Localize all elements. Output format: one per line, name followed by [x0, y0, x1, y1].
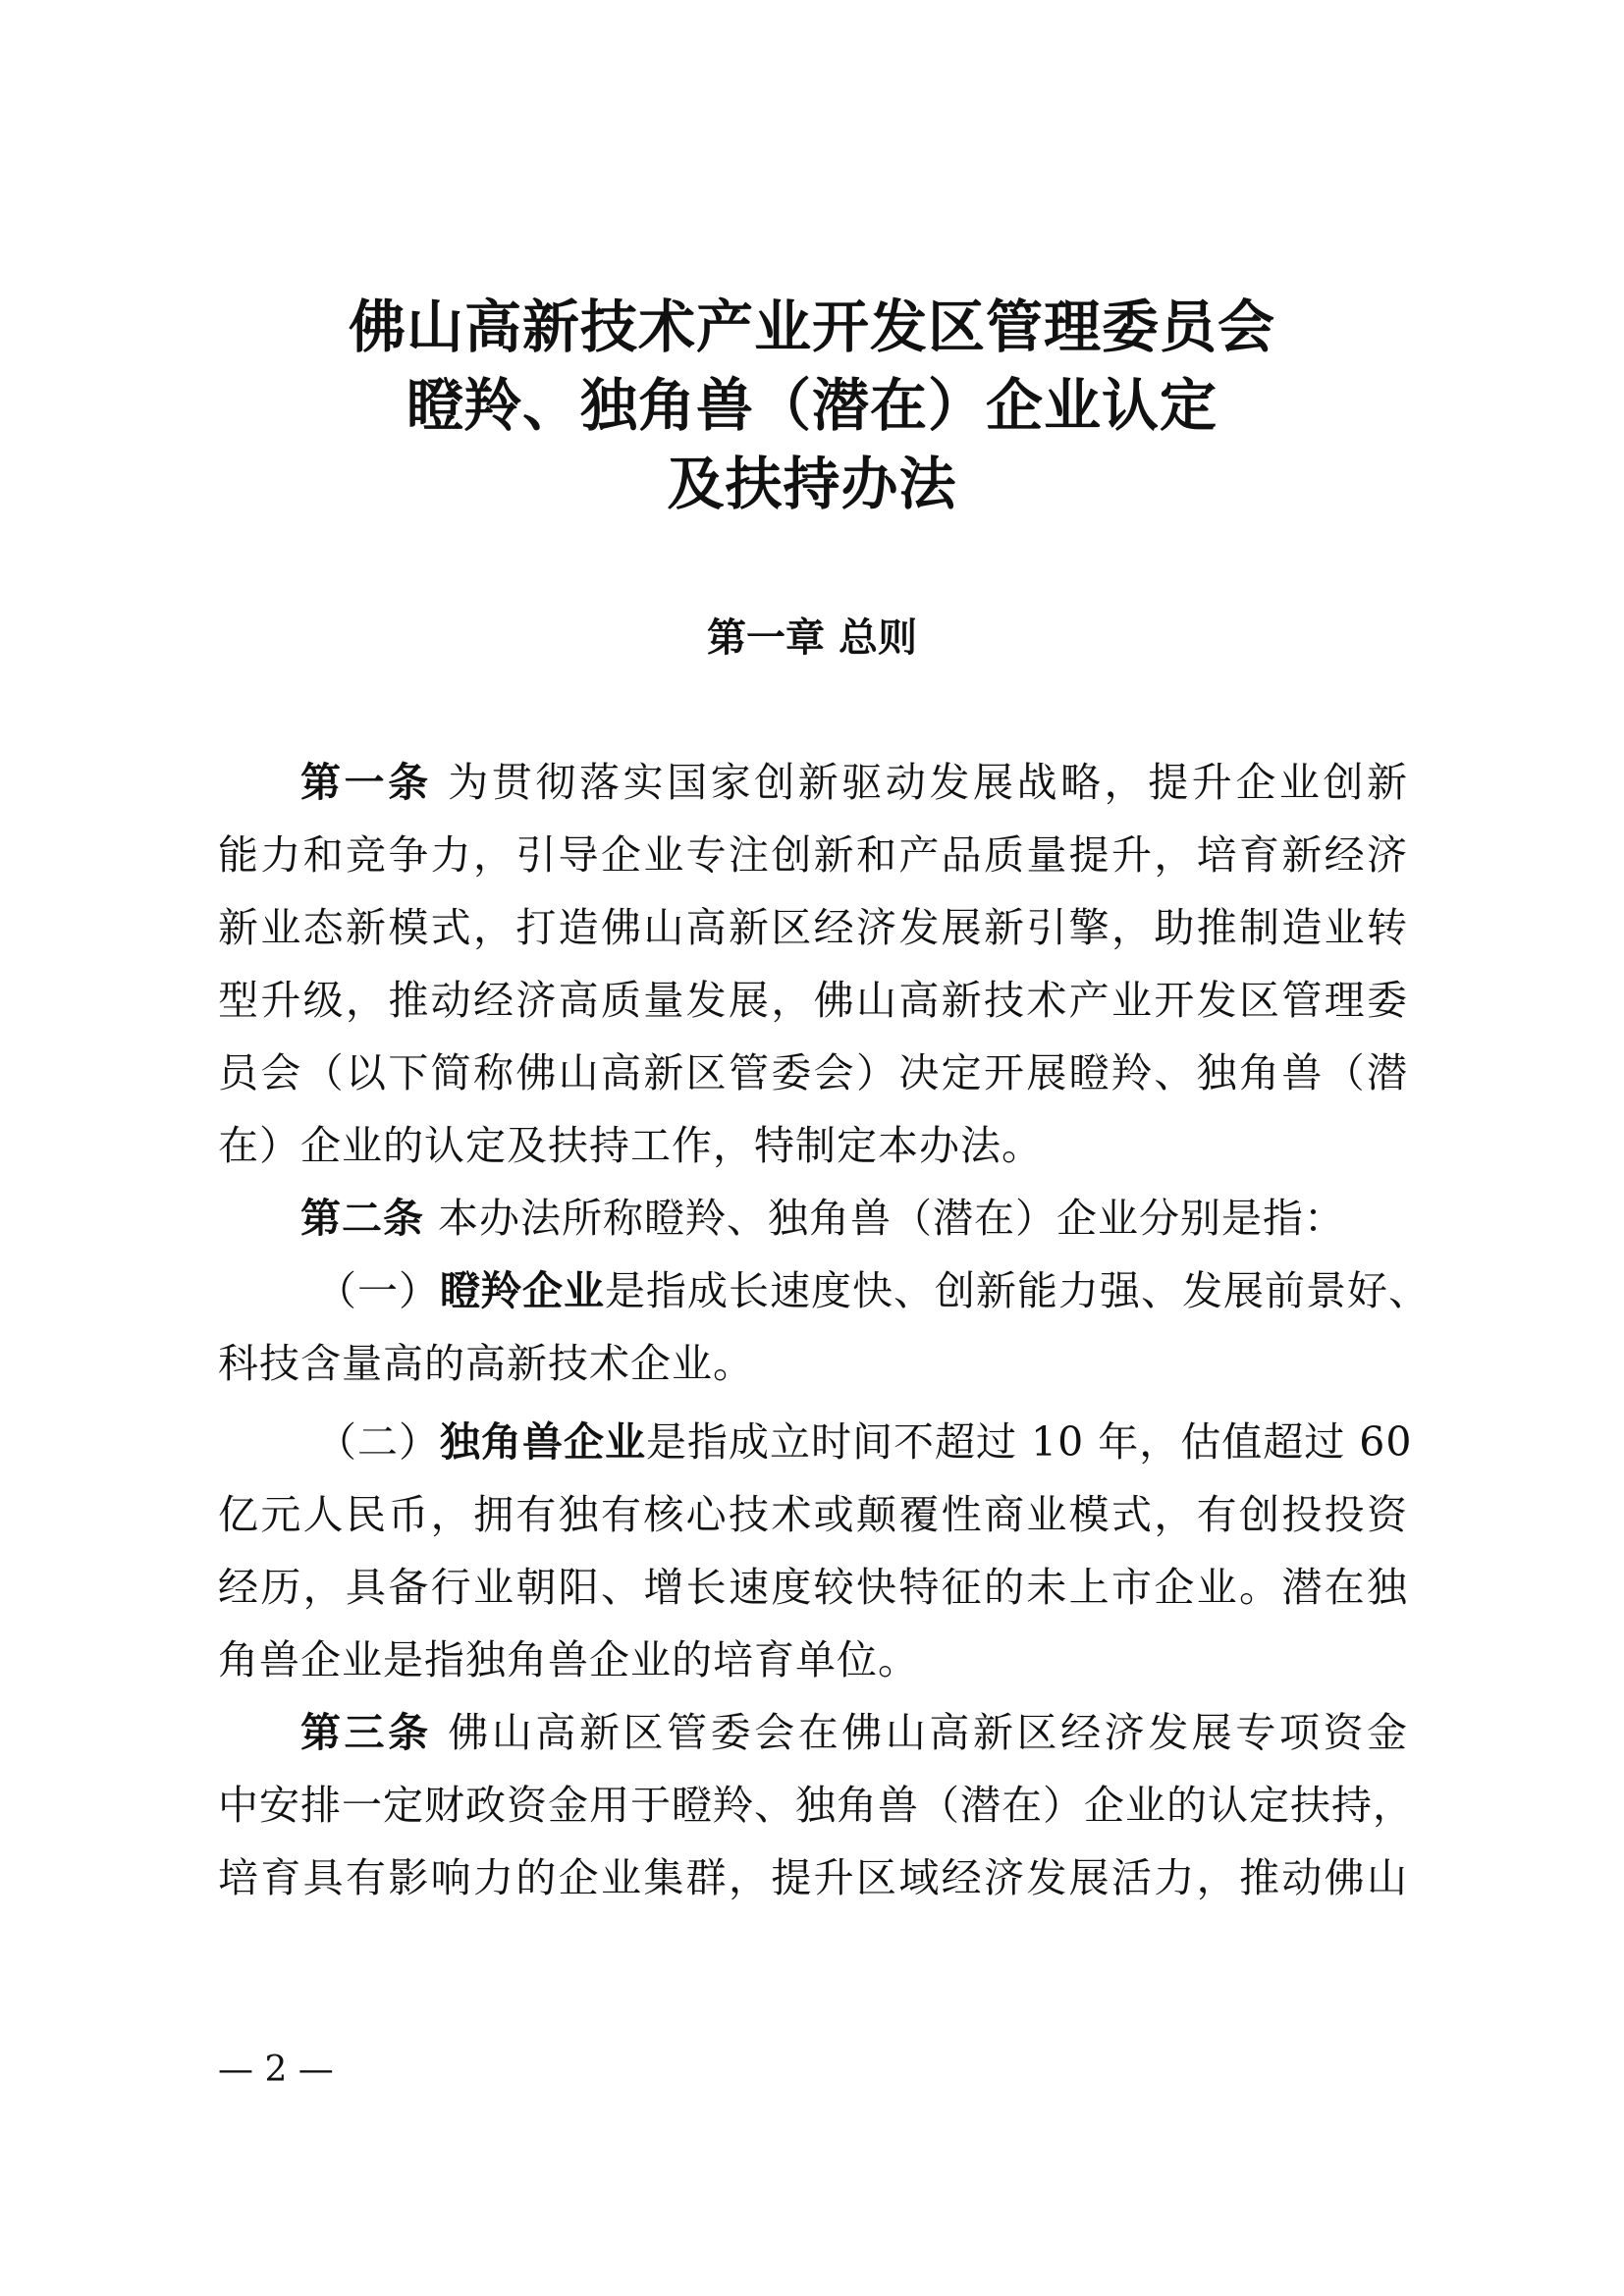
item-term: 瞪羚企业 [440, 1267, 605, 1314]
page-number: — 2 — [218, 2050, 334, 2090]
article-2-line: 第二条 本办法所称瞪羚、独角兽（潜在）企业分别是指： [300, 1195, 1346, 1242]
article-2-item-1 [218, 1255, 1430, 1400]
title-line-3: 及扶持办法 [667, 451, 957, 517]
article-3-line: 培育具有影响力的企业集群，提升区域经济发展活力，推动佛山 [218, 1854, 1408, 1901]
article-label: 第三条 [300, 1709, 432, 1756]
title-line-2: 瞪羚、独角兽（潜在）企业认定 [406, 372, 1218, 439]
item-line: 科技含量高的高新技术企业。 [218, 1340, 754, 1387]
article-2-item-2 [218, 1406, 1413, 1696]
title-line-1: 佛山高新技术产业开发区管理委员会 [348, 294, 1275, 360]
article-1-line: 型升级，推动经济高质量发展，佛山高新技术产业开发区管理委 [218, 977, 1408, 1024]
article-1-line: 新业态新模式，打造佛山高新区经济发展新引擎，助推制造业转 [218, 904, 1408, 951]
article-1 [218, 746, 1408, 1182]
article-label: 第一条 [300, 759, 432, 806]
article-3-line: 第三条 佛山高新区管委会在佛山高新区经济发展专项资金 [300, 1709, 1409, 1756]
item-line: 经历，具备行业朝阳、增长速度较快特征的未上市企业。潜在独 [218, 1564, 1408, 1611]
item-line: 亿元人民币，拥有独有核心技术或颠覆性商业模式，有创投投资 [218, 1491, 1408, 1538]
document-body [218, 746, 1430, 1914]
item-line: （一）瞪羚企业是指成长速度快、创新能力强、发展前景好、 [316, 1267, 1430, 1314]
article-1-line: 员会（以下简称佛山高新区管委会）决定开展瞪羚、独角兽（潜 [218, 1049, 1408, 1096]
item-term: 独角兽企业 [440, 1418, 646, 1466]
article-3 [218, 1696, 1414, 1914]
article-1-line: 第一条 为贯彻落实国家创新驱动发展战略，提升企业创新 [300, 759, 1409, 806]
chapter-heading: 第一章 总则 [707, 615, 917, 661]
article-2 [218, 1182, 1408, 1255]
article-1-line: 能力和竞争力，引导企业专注创新和产品质量提升，培育新经济 [218, 831, 1408, 879]
item-line: （二）独角兽企业是指成立时间不超过 10 年，估值超过 60 [316, 1418, 1413, 1466]
article-3-line: 中安排一定财政资金用于瞪羚、独角兽（潜在）企业的认定扶持， [218, 1782, 1414, 1829]
article-label: 第二条 [300, 1195, 424, 1242]
article-1-line: 在）企业的认定及扶持工作，特制定本办法。 [218, 1122, 1043, 1169]
item-line: 角兽企业是指独角兽企业的培育单位。 [218, 1636, 919, 1683]
